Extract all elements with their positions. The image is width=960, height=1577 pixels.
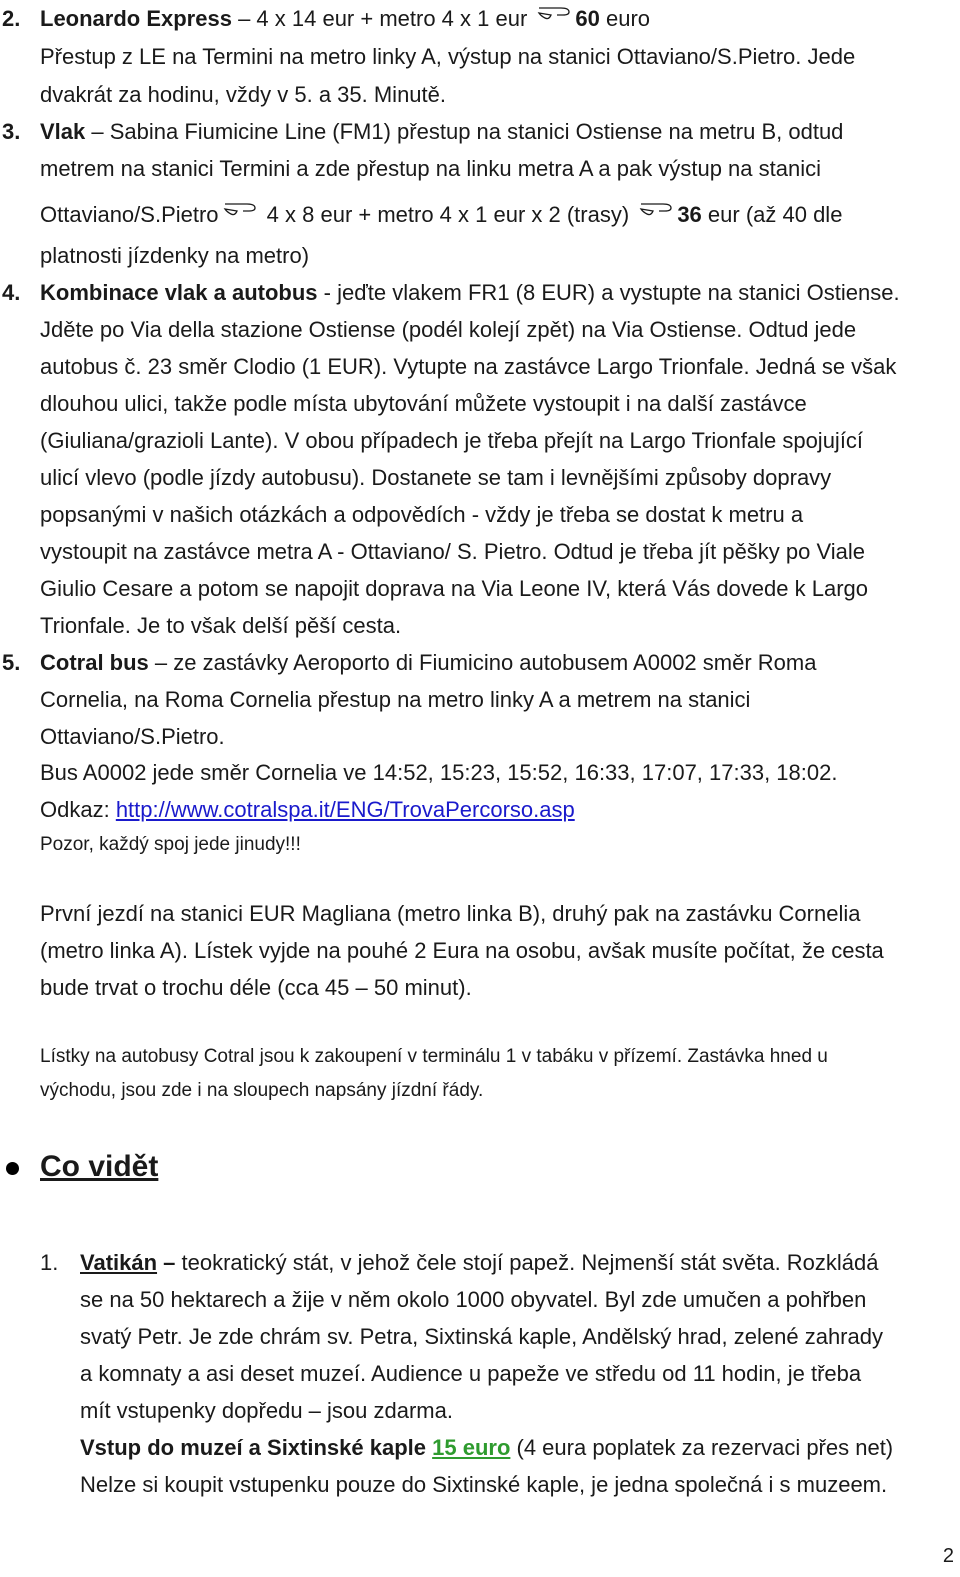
- item-number: 2.: [2, 6, 21, 31]
- item-5-line-2: Cornelia, na Roma Cornelia přestup na metro linky A a metrem na stanici: [40, 687, 751, 712]
- item-2-line-1: 2. Leonardo Express – 4 x 14 eur + metro 4 x 1 eur 60 euro: [40, 4, 650, 34]
- vatikan-title: Vatikán: [80, 1250, 158, 1275]
- vatikan-line-1: Vatikán – teokratický stát, v jehož čele stojí papež. Nejmenší stát světa. Rozkládá: [80, 1250, 879, 1275]
- cotral-link[interactable]: http://www.cotralspa.it/ENG/TrovaPercorso.asp: [115, 797, 575, 822]
- item-3-line-3: Ottaviano/S.Pietro 4 x 8 eur + metro 4 x 1 eur x 2 (trasy) 36 eur (až 40 dle: [40, 202, 843, 227]
- vatikan-line-3: svatý Petr. Je zde chrám sv. Petra, Sixtinská kaple, Andělský hrad, zelené zahrady: [80, 1324, 883, 1349]
- item-2-line-3: dvakrát za hodinu, vždy v 5. a 35. Minutě.: [40, 82, 447, 107]
- admission-label: Vstup do muzeí a Sixtinské kaple: [80, 1435, 426, 1460]
- item-4-line-3: autobus č. 23 směr Clodio (1 EUR). Vytupte na zastávce Largo Trionfale. Jedná se však: [40, 354, 897, 379]
- item-5-line-1: 5. Cotral bus – ze zastávky Aeroporto di Fiumicino autobusem A0002 směr Roma: [40, 648, 816, 678]
- item-4-line-8: vystoupit na zastávce metra A - Ottaviano/ S. Pietro. Odtud je třeba jít pěšky po Viale: [40, 539, 866, 564]
- item-3-line-1: 3. Vlak – Sabina Fiumicine Line (FM1) přestup na stanici Ostiense na metru B, odtud: [40, 117, 843, 147]
- item-3-line-2: metrem na stanici Termini a zde přestup na linku metra A a pak výstup na stanici: [40, 156, 821, 181]
- item-5-para3-line-1: Lístky na autobusy Cotral jsou k zakoupení v terminálu 1 v tabáku v přízemí. Zastávka hned u: [40, 1046, 828, 1067]
- admission-price: 15 euro: [432, 1435, 511, 1460]
- item-5-para3-line-2: východu, jsou zde i na sloupech napsány jízdní řády.: [40, 1080, 484, 1101]
- item-5-line-3: Ottaviano/S.Pietro.: [40, 724, 225, 749]
- item-5-line-4: Bus A0002 jede směr Cornelia ve 14:52, 15:23, 15:52, 16:33, 17:07, 17:33, 18:02.: [40, 760, 838, 785]
- item-2-line-2: Přestup z LE na Termini na metro linky A, výstup na stanici Ottaviano/S.Pietro. Jede: [40, 44, 856, 69]
- item-4-line-10: Trionfale. Je to však delší pěší cesta.: [40, 613, 402, 638]
- vatikan-line-6: Vstup do muzeí a Sixtinské kaple 15 euro (4 eura poplatek za rezervaci přes net): [80, 1435, 894, 1460]
- vatikan-line-4: a komnaty a asi deset muzeí. Audience u papeže ve středu od 11 hodin, je třeba: [80, 1361, 862, 1386]
- item-4-line-9: Giulio Cesare a potom se napojit doprava na Via Leone IV, která Vás dovede k Largo: [40, 576, 868, 601]
- item-5-para2-line-1: První jezdí na stanici EUR Magliana (metro linka B), druhý pak na zastávku Cornelia: [40, 901, 861, 926]
- item-4-line-6: ulicí vlevo (podle jízdy autobusu). Dostanete se tam i levnějšími způsoby dopravy: [40, 465, 832, 490]
- bullet-icon: [6, 1162, 19, 1175]
- pointing-hand-icon: [223, 200, 257, 218]
- item-number: 5.: [2, 650, 21, 675]
- pointing-hand-icon: [639, 200, 673, 218]
- item-title: Vlak: [40, 119, 86, 144]
- page-number: 2: [942, 1545, 954, 1567]
- vatikan-line-7: Nelze si koupit vstupenku pouze do Sixtinské kaple, je jedna společná i s muzeem.: [80, 1472, 888, 1497]
- item-4-line-1: 4. Kombinace vlak a autobus - jeďte vlakem FR1 (8 EUR) a vystupte na stanici Ostiense.: [40, 278, 900, 308]
- item-4-line-5: (Giuliana/grazioli Lante). V obou případech je třeba přejít na Largo Trionfale spojující: [40, 428, 864, 453]
- item-number: 3.: [2, 119, 21, 144]
- vatikan-line-2: se na 50 hektarech a žije v něm okolo 1000 obyvatel. Byl zde umučen a pohřben: [80, 1287, 867, 1312]
- section-heading: Co vidět: [40, 1150, 159, 1183]
- item-4-line-2: Jděte po Via della stazione Ostiense (podél kolejí zpět) na Via Ostiense. Odtud jede: [40, 317, 857, 342]
- item-title: Kombinace vlak a autobus: [40, 280, 318, 305]
- item-4-line-4: dlouhou ulici, takže podle místa ubytování můžete vystoupit i na další zastávce: [40, 391, 807, 416]
- item-title: Cotral bus: [40, 650, 149, 675]
- vatikan-line-5: mít vstupenky dopředu – jsou zdarma.: [80, 1398, 453, 1423]
- pointing-hand-icon: [537, 4, 571, 22]
- item-number: 4.: [2, 280, 21, 305]
- item-title: Leonardo Express: [40, 6, 232, 31]
- item-4-line-7: popsanými v našich otázkách a odpovědích - vždy je třeba se dostat k metru a: [40, 502, 804, 527]
- item-3-line-4: platnosti jízdenky na metro): [40, 243, 310, 268]
- item-5-para2-line-2: (metro linka A). Lístek vyjde na pouhé 2 Eura na osobu, avšak musíte počítat, že cesta: [40, 938, 884, 963]
- item-5-warning: Pozor, každý spoj jede jinudy!!!: [40, 834, 301, 855]
- list-number: 1.: [40, 1250, 59, 1275]
- item-5-line-5: Odkaz: http://www.cotralspa.it/ENG/TrovaPercorso.asp: [40, 797, 575, 822]
- item-5-para2-line-3: bude trvat o trochu déle (cca 45 – 50 minut).: [40, 975, 472, 1000]
